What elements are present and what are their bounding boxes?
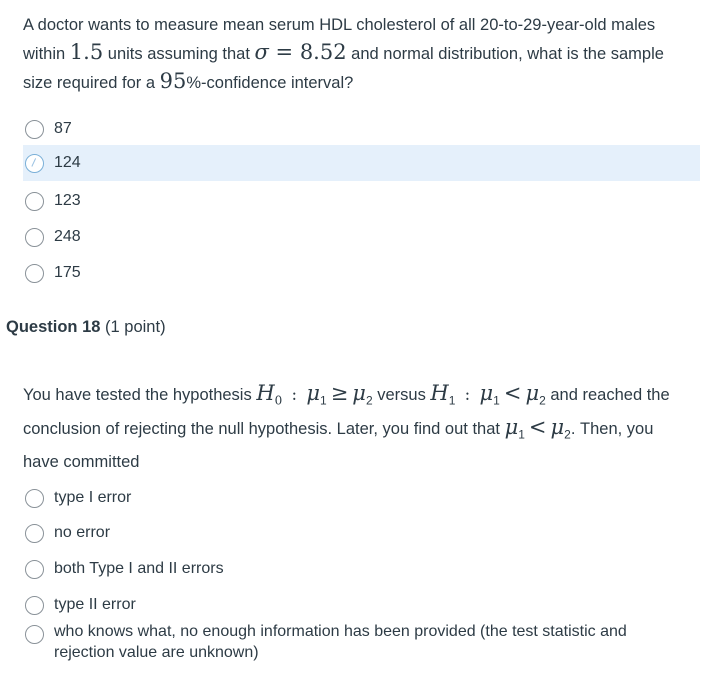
option-label: 248 bbox=[54, 228, 81, 245]
radio-button[interactable] bbox=[25, 560, 44, 579]
mu-symbol: μ bbox=[479, 381, 494, 405]
q17-option-1[interactable] bbox=[23, 111, 700, 147]
mu-symbol: μ bbox=[504, 415, 519, 440]
q18-option-3[interactable] bbox=[23, 551, 700, 587]
q17-option-3[interactable] bbox=[23, 183, 700, 219]
mu-symbol: μ bbox=[550, 415, 565, 440]
radio-button[interactable] bbox=[25, 154, 44, 173]
radio-button[interactable] bbox=[25, 120, 44, 139]
question-18-header bbox=[6, 318, 166, 337]
option-label: no error bbox=[54, 524, 111, 541]
radio-button[interactable] bbox=[25, 625, 44, 644]
q18-text-part-2: and reached the conclusion of rejecting the null hypothesis. Later, you find out that bbox=[23, 386, 670, 439]
versus-text: versus bbox=[372, 386, 431, 404]
h1-symbol: H bbox=[430, 381, 449, 405]
question-points: (1 point) bbox=[100, 318, 166, 336]
q17-text-part-1: A doctor wants to measure mean serum HDL cholesterol of all 20-to-29-year-old males within bbox=[23, 16, 656, 63]
lt-symbol: < bbox=[528, 415, 547, 440]
q18-option-5[interactable] bbox=[23, 623, 683, 669]
q17-confidence-value: 95 bbox=[159, 69, 187, 93]
q17-text-part-3: and normal distribution, what is the sample size required for a bbox=[23, 45, 664, 92]
question-17-text bbox=[23, 12, 693, 97]
h0-subscript: 0 bbox=[274, 393, 283, 408]
mu-subscript: 1 bbox=[493, 393, 500, 408]
option-label: 124 bbox=[54, 154, 81, 171]
q17-sigma-symbol: σ bbox=[254, 40, 269, 64]
radio-button[interactable] bbox=[25, 264, 44, 283]
lt-symbol: < bbox=[503, 381, 522, 405]
mu-symbol: μ bbox=[352, 381, 366, 405]
option-label: 123 bbox=[54, 192, 81, 209]
mu-subscript: 2 bbox=[365, 393, 373, 408]
q17-option-4[interactable] bbox=[23, 219, 700, 255]
q18-option-2[interactable] bbox=[23, 515, 700, 551]
radio-button[interactable] bbox=[25, 596, 44, 615]
hover-mark-icon bbox=[31, 158, 40, 169]
radio-button[interactable] bbox=[25, 524, 44, 543]
radio-button[interactable] bbox=[25, 192, 44, 211]
colon: : bbox=[286, 385, 303, 404]
mu-subscript: 1 bbox=[320, 393, 327, 408]
option-label: 175 bbox=[54, 264, 81, 281]
colon: : bbox=[459, 385, 476, 404]
q18-option-4[interactable] bbox=[23, 587, 700, 623]
mu-symbol: μ bbox=[525, 381, 540, 405]
q17-option-2-highlighted[interactable] bbox=[23, 145, 700, 181]
question-number: Question 18 bbox=[6, 318, 101, 336]
option-label: type I error bbox=[54, 489, 132, 506]
radio-button[interactable] bbox=[25, 489, 44, 508]
option-label: who knows what, no enough information has been provided (the test statistic and rejection value are unknown) bbox=[54, 623, 627, 661]
q17-option-5[interactable] bbox=[23, 255, 700, 291]
h0-symbol: H bbox=[256, 381, 275, 405]
q17-margin-value: 1.5 bbox=[69, 40, 104, 64]
q18-text-part-1: You have tested the hypothesis bbox=[23, 386, 257, 404]
mu-symbol: μ bbox=[306, 381, 320, 405]
mu-subscript: 1 bbox=[518, 427, 525, 442]
option-label: type II error bbox=[54, 596, 136, 613]
q18-option-1[interactable] bbox=[23, 480, 700, 516]
q17-text-part-4: %-confidence interval? bbox=[186, 74, 354, 92]
radio-button[interactable] bbox=[25, 228, 44, 247]
option-label: 87 bbox=[54, 120, 72, 137]
q17-text-part-2: units assuming that bbox=[103, 45, 255, 63]
q18-text-part-3: . Then, you have committed bbox=[23, 420, 654, 471]
mu-subscript: 2 bbox=[564, 427, 571, 442]
h1-subscript: 1 bbox=[448, 393, 456, 408]
question-18-text bbox=[23, 380, 693, 476]
q17-sigma-value: 8.52 bbox=[299, 40, 347, 64]
mu-subscript: 2 bbox=[539, 393, 546, 408]
geq-symbol: ≥ bbox=[330, 381, 349, 405]
option-label: both Type I and II errors bbox=[54, 560, 224, 577]
q17-equals: = bbox=[268, 40, 300, 64]
